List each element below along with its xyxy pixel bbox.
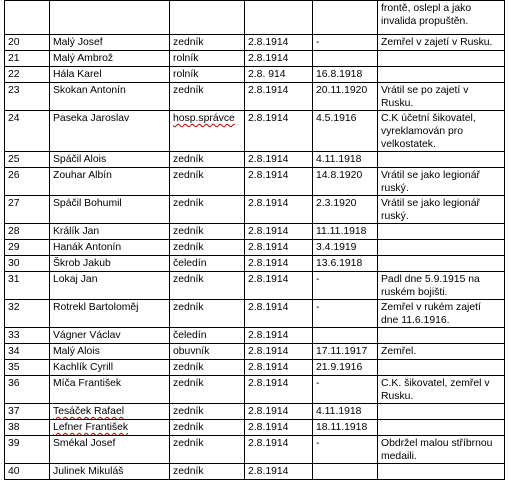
- cell-occupation: zedník: [170, 464, 245, 480]
- cell-num: 21: [5, 51, 50, 67]
- cell-note: [378, 67, 505, 83]
- table-row: [5, 464, 505, 480]
- cell-num: 25: [5, 152, 50, 168]
- cell-name: Lokaj Jan: [50, 272, 170, 300]
- cell-date-in: 2.8.1914: [245, 111, 313, 152]
- cell-name: Zouhar Albín: [50, 168, 170, 196]
- cell-name: Škrob Jakub: [50, 256, 170, 272]
- cell-date-in: 2.8.1914: [245, 152, 313, 168]
- cell-date-in: 2.8.1914: [245, 360, 313, 376]
- cell-note: Zemřel v zajetí v Rusku.: [378, 35, 505, 51]
- cell-date-in: 2.8.1914: [245, 328, 313, 344]
- cell-occupation: rolník: [170, 67, 245, 83]
- cell-name: Tesáček Rafael: [50, 404, 170, 420]
- cell-occupation: zedník: [170, 360, 245, 376]
- cell-name: Malý Ambrož: [50, 51, 170, 67]
- cell-name: Skokan Antonín: [50, 83, 170, 111]
- cell-num: 37: [5, 404, 50, 420]
- table-body: [5, 1, 505, 480]
- cell-date-in: 2.8.1914: [245, 196, 313, 224]
- cell-num: 23: [5, 83, 50, 111]
- cell-occupation: zedník: [170, 420, 245, 436]
- cell-date-out: -: [313, 436, 378, 464]
- cell-date-in: 2.8.1914: [245, 224, 313, 240]
- cell-note: [378, 224, 505, 240]
- cell-name: Hála Karel: [50, 67, 170, 83]
- cell-occupation: zedník: [170, 224, 245, 240]
- cell-note: frontě, oslepl a jako invalida propuštěn.: [378, 1, 505, 35]
- cell-num: 32: [5, 300, 50, 328]
- cell-date-out: -: [313, 376, 378, 404]
- cell-name: Králík Jan: [50, 224, 170, 240]
- cell-num: 35: [5, 360, 50, 376]
- cell-num: 39: [5, 436, 50, 464]
- cell-name: Smékal Josef: [50, 436, 170, 464]
- table-row: [5, 35, 505, 51]
- table-row: [5, 168, 505, 196]
- cell-num: 33: [5, 328, 50, 344]
- cell-note: [378, 51, 505, 67]
- cell-occupation: zedník: [170, 83, 245, 111]
- cell-date-in: 2.8.1914: [245, 256, 313, 272]
- cell-name: Julinek Mikuláš: [50, 464, 170, 480]
- table-row: [5, 1, 505, 35]
- table-row: [5, 67, 505, 83]
- cell-note: C.K účetní šikovatel, vyreklamován pro velkostatek.: [378, 111, 505, 152]
- cell-note: Vrátil se jako legionář ruský.: [378, 196, 505, 224]
- cell-date-out: 17.11.1917: [313, 344, 378, 360]
- cell-date-in: 2.8.1914: [245, 51, 313, 67]
- cell-occupation: zedník: [170, 404, 245, 420]
- cell-date-in: 2.8.1914: [245, 83, 313, 111]
- cell-date-out: 2.3.1920: [313, 196, 378, 224]
- cell-occupation: zedník: [170, 376, 245, 404]
- cell-date-in: 2.8. 914: [245, 67, 313, 83]
- table-row: [5, 272, 505, 300]
- cell-note: Obdržel malou stříbrnou medaili.: [378, 436, 505, 464]
- cell-note: Padl dne 5.9.1915 na ruském bojišti.: [378, 272, 505, 300]
- table-row: [5, 51, 505, 67]
- cell-date-out: -: [313, 300, 378, 328]
- cell-num: 26: [5, 168, 50, 196]
- cell-date-out: [313, 51, 378, 67]
- cell-occupation: rolník: [170, 51, 245, 67]
- table-row: [5, 111, 505, 152]
- cell-date-in: 2.8.1914: [245, 436, 313, 464]
- cell-num: 28: [5, 224, 50, 240]
- table-row: [5, 436, 505, 464]
- cell-note: [378, 328, 505, 344]
- cell-name: [50, 1, 170, 35]
- cell-name: Spáčil Bohumil: [50, 196, 170, 224]
- cell-note: [378, 464, 505, 480]
- cell-occupation: zedník: [170, 168, 245, 196]
- cell-date-in: 2.8.1914: [245, 240, 313, 256]
- cell-date-out: 16.8.1918: [313, 67, 378, 83]
- cell-note: Vrátil se jako legionář ruský.: [378, 168, 505, 196]
- cell-note: [378, 256, 505, 272]
- table-row: [5, 224, 505, 240]
- cell-name: Paseka Jaroslav: [50, 111, 170, 152]
- cell-note: Zemřel.: [378, 344, 505, 360]
- cell-name: Malý Josef: [50, 35, 170, 51]
- cell-occupation: hosp.správce: [170, 111, 245, 152]
- table-row: [5, 83, 505, 111]
- cell-note: Zemřel v rukém zajetí dne 11.6.1916.: [378, 300, 505, 328]
- cell-date-out: 4.11.1918: [313, 152, 378, 168]
- cell-date-in: 2.8.1914: [245, 272, 313, 300]
- cell-num: 36: [5, 376, 50, 404]
- cell-note: [378, 152, 505, 168]
- cell-note: Vrátil se po zajetí v Rusku.: [378, 83, 505, 111]
- cell-num: 29: [5, 240, 50, 256]
- table-row: [5, 300, 505, 328]
- cell-date-out: 4.11.1918: [313, 404, 378, 420]
- cell-occupation: obuvník: [170, 344, 245, 360]
- table-row: [5, 152, 505, 168]
- cell-date-in: 2.8.1914: [245, 300, 313, 328]
- cell-date-out: 14.8.1920: [313, 168, 378, 196]
- cell-num: 27: [5, 196, 50, 224]
- cell-num: 24: [5, 111, 50, 152]
- cell-note: [378, 404, 505, 420]
- cell-name: Rotrekl Bartoloměj: [50, 300, 170, 328]
- cell-occupation: [170, 1, 245, 35]
- cell-name: Hanák Antonín: [50, 240, 170, 256]
- cell-occupation: zedník: [170, 272, 245, 300]
- cell-name: Spáčil Alois: [50, 152, 170, 168]
- cell-date-out: 13.6.1918: [313, 256, 378, 272]
- cell-occupation: zedník: [170, 300, 245, 328]
- cell-name: Vágner Václav: [50, 328, 170, 344]
- cell-note: C.K. šikovatel, zemřel v Rusku.: [378, 376, 505, 404]
- cell-note: [378, 420, 505, 436]
- table-row: [5, 420, 505, 436]
- cell-date-out: -: [313, 35, 378, 51]
- cell-date-out: 4.5.1916: [313, 111, 378, 152]
- cell-date-in: 2.8.1914: [245, 35, 313, 51]
- cell-date-in: 2.8.1914: [245, 404, 313, 420]
- table-row: [5, 256, 505, 272]
- table-row: [5, 196, 505, 224]
- cell-occupation: zedník: [170, 152, 245, 168]
- cell-occupation: zedník: [170, 35, 245, 51]
- cell-name: Míča František: [50, 376, 170, 404]
- cell-num: 30: [5, 256, 50, 272]
- table-row: [5, 404, 505, 420]
- cell-num: 22: [5, 67, 50, 83]
- cell-num: 40: [5, 464, 50, 480]
- cell-occupation: zedník: [170, 436, 245, 464]
- soldiers-table: [4, 0, 505, 480]
- cell-date-in: 2.8.1914: [245, 168, 313, 196]
- cell-date-out: 20.11.1920: [313, 83, 378, 111]
- table-row: [5, 328, 505, 344]
- table-row: [5, 344, 505, 360]
- table-row: [5, 376, 505, 404]
- cell-note: [378, 240, 505, 256]
- cell-note: [378, 360, 505, 376]
- cell-date-in: 2.8.1914: [245, 464, 313, 480]
- cell-date-in: 2.8.1914: [245, 420, 313, 436]
- cell-num: [5, 1, 50, 35]
- cell-name: Lefner František: [50, 420, 170, 436]
- cell-num: 20: [5, 35, 50, 51]
- cell-date-out: [313, 1, 378, 35]
- cell-occupation: zedník: [170, 196, 245, 224]
- cell-date-in: 2.8.1914: [245, 344, 313, 360]
- cell-name: Kachlík Cyrill: [50, 360, 170, 376]
- table-row: [5, 360, 505, 376]
- cell-date-in: [245, 1, 313, 35]
- cell-occupation: čeledín: [170, 256, 245, 272]
- cell-name: Malý Alois: [50, 344, 170, 360]
- document-page: [4, 0, 505, 480]
- cell-num: 31: [5, 272, 50, 300]
- cell-occupation: zedník: [170, 240, 245, 256]
- cell-date-out: 3.4.1919: [313, 240, 378, 256]
- cell-num: 38: [5, 420, 50, 436]
- table-row: [5, 240, 505, 256]
- cell-date-out: [313, 328, 378, 344]
- cell-date-out: [313, 464, 378, 480]
- cell-occupation: čeledín: [170, 328, 245, 344]
- cell-date-out: 11.11.1918: [313, 224, 378, 240]
- cell-num: 34: [5, 344, 50, 360]
- cell-date-out: 21.9.1916: [313, 360, 378, 376]
- cell-date-out: -: [313, 272, 378, 300]
- cell-date-out: 18.11.1918: [313, 420, 378, 436]
- cell-date-in: 2.8.1914: [245, 376, 313, 404]
